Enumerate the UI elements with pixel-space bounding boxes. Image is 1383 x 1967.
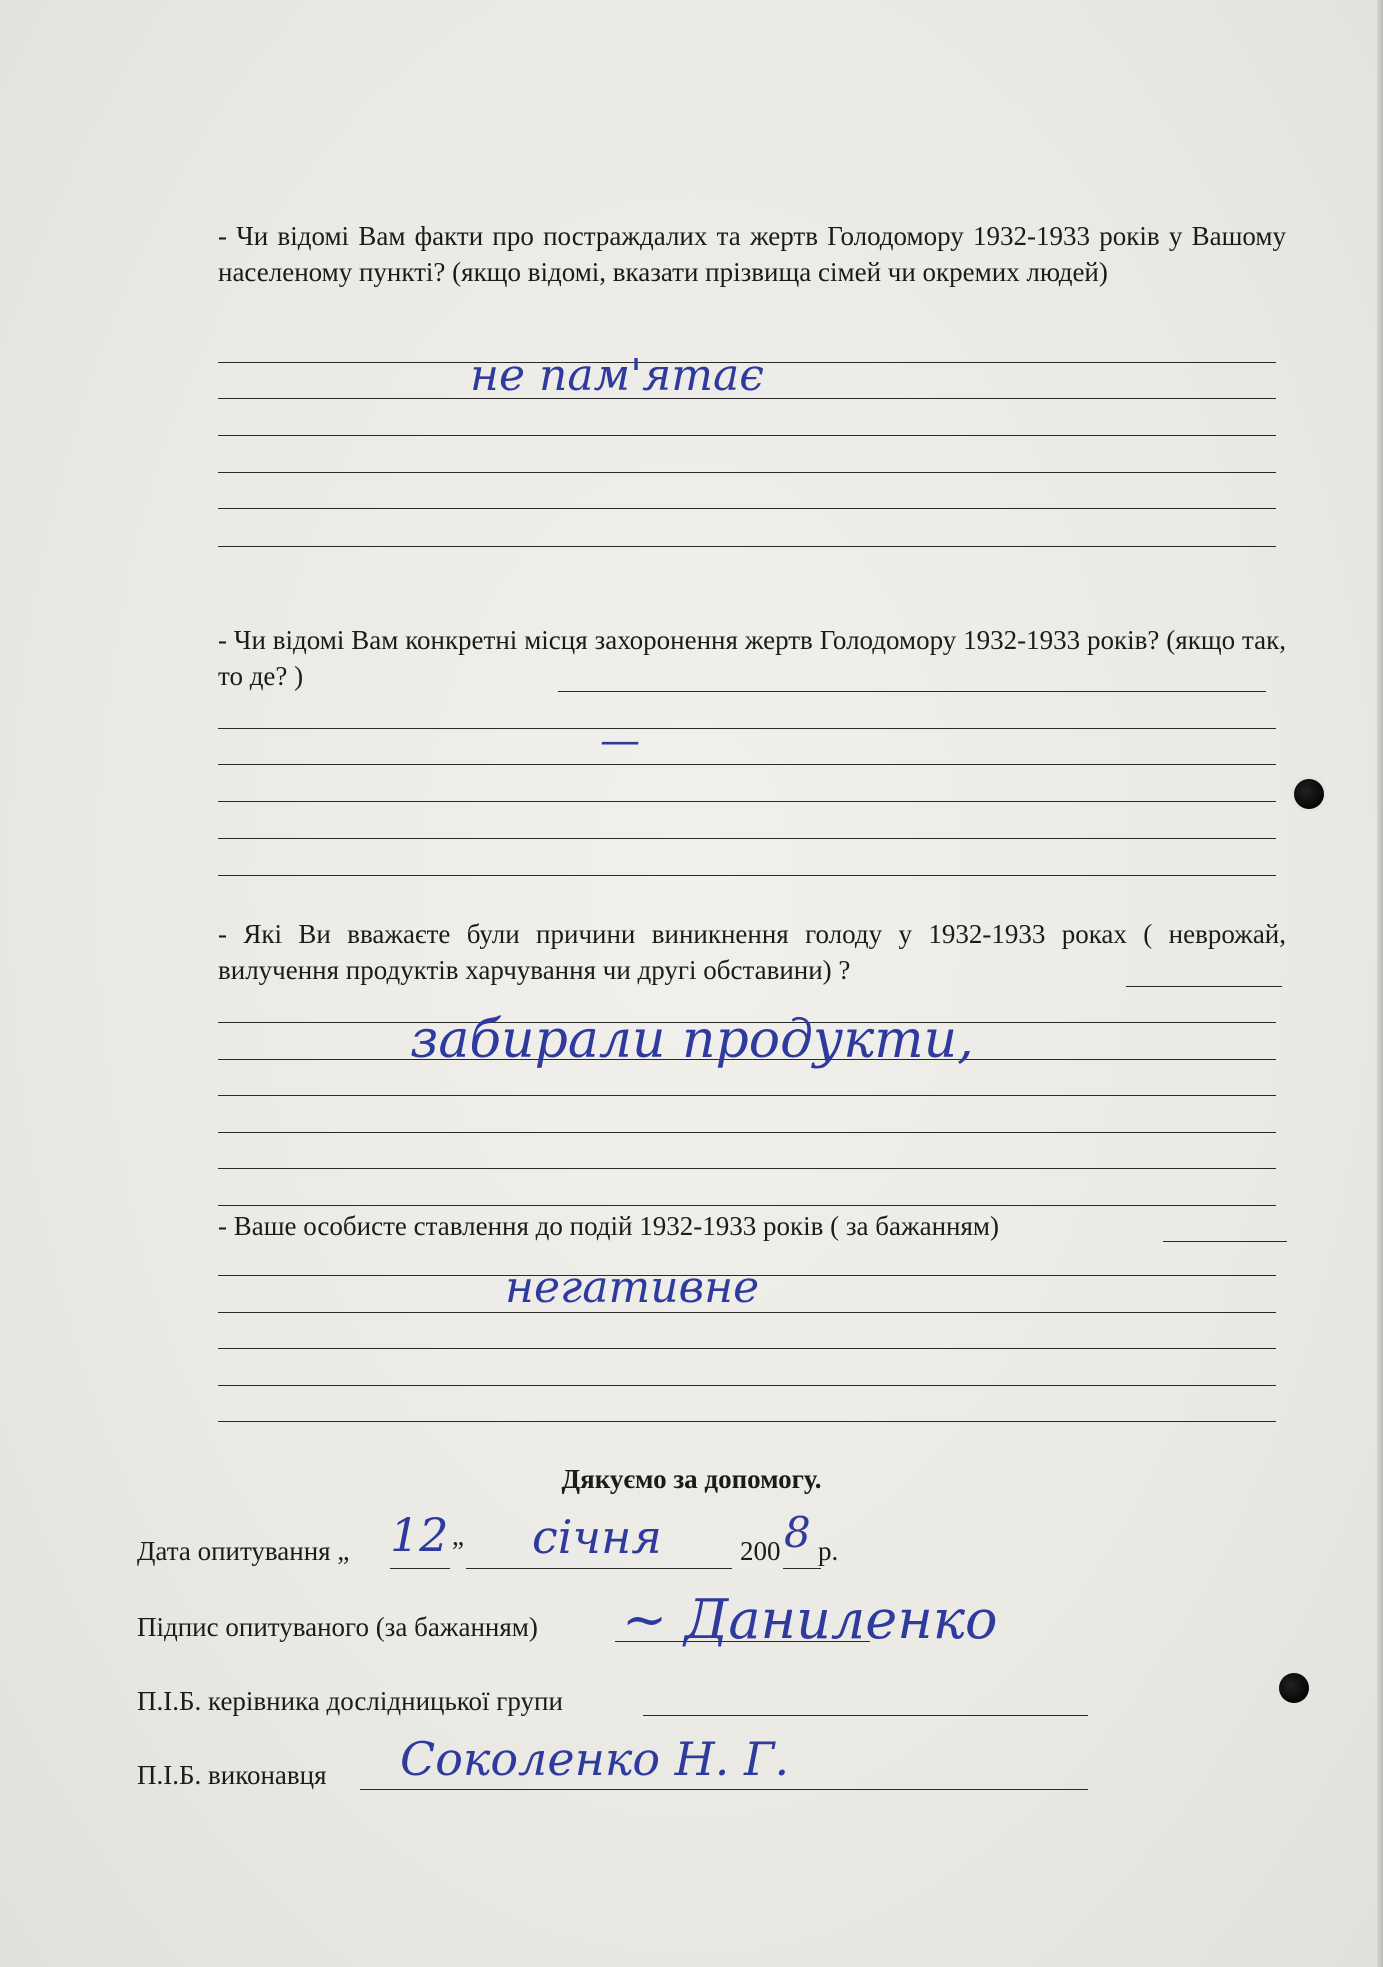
answer-line (218, 1385, 1276, 1386)
question-2-text: - Чи відомі Вам конкретні місця захоронення жертв Голодомору 1932-1933 років? (якщо так, то де? ) (218, 625, 1286, 691)
date-year-line (783, 1568, 821, 1569)
leader-line (643, 1715, 1088, 1716)
answer-line (218, 875, 1276, 876)
answer-line (218, 838, 1276, 839)
date-month: січня (532, 1510, 662, 1564)
signature-label: Підпис опитуваного (за бажанням) (137, 1612, 538, 1642)
question-1-answer: не пам'ятає (470, 350, 764, 401)
leader-label: П.І.Б. керівника дослідницької групи (137, 1686, 563, 1716)
executor-line (360, 1789, 1088, 1790)
answer-line (218, 764, 1276, 765)
thanks-message: Дякуємо за допомогу. (561, 1464, 822, 1494)
page-edge (1377, 0, 1383, 1967)
answer-line (218, 1095, 1276, 1096)
date-day: 12 (390, 1508, 449, 1562)
answer-line (218, 1168, 1276, 1169)
date-month-line (466, 1568, 732, 1569)
date-label: Дата опитування „ (137, 1536, 350, 1566)
executor-value: Соколенко Н. Г. (400, 1732, 790, 1786)
punch-hole (1279, 1673, 1309, 1703)
date-day-line (390, 1568, 450, 1569)
answer-line (218, 1132, 1276, 1133)
question-3-answer: забирали продукти, (410, 1010, 974, 1070)
question-4-answer: негативне (505, 1262, 760, 1313)
answer-line (218, 1421, 1276, 1422)
date-year-prefix: 200 (740, 1536, 781, 1566)
executor-label: П.І.Б. виконавця (137, 1760, 327, 1790)
answer-line (218, 801, 1276, 802)
question-2-answer: — (600, 718, 640, 764)
date-year-suffix: р. (818, 1536, 839, 1566)
date-year-digit: 8 (784, 1508, 811, 1557)
question-1-text: - Чи відомі Вам факти про постраждалих та жертв Голодомору 1932-1933 років у Вашому населеному пункті? (якщо відомі, вказати прізвища сімей чи окремих людей) (218, 221, 1286, 287)
question-3-text: - Які Ви вважаєте були причини виникнення голоду у 1932-1933 роках ( неврожай, вилучення продуктів харчування чи другі обставини) ? (218, 919, 1286, 985)
answer-line (218, 435, 1276, 436)
answer-line (218, 508, 1276, 509)
signature: ~ Даниленко (622, 1588, 998, 1651)
answer-line (1126, 986, 1282, 987)
answer-line (1163, 1241, 1287, 1242)
answer-line (218, 1205, 1276, 1206)
answer-line (218, 1348, 1276, 1349)
punch-hole (1294, 779, 1324, 809)
answer-line (218, 546, 1276, 547)
answer-line (558, 691, 1266, 692)
date-quote: ” (452, 1536, 464, 1566)
question-4-text: - Ваше особисте ставлення до подій 1932-1933 років ( за бажанням) (218, 1211, 999, 1241)
answer-line (218, 728, 1276, 729)
answer-line (218, 472, 1276, 473)
